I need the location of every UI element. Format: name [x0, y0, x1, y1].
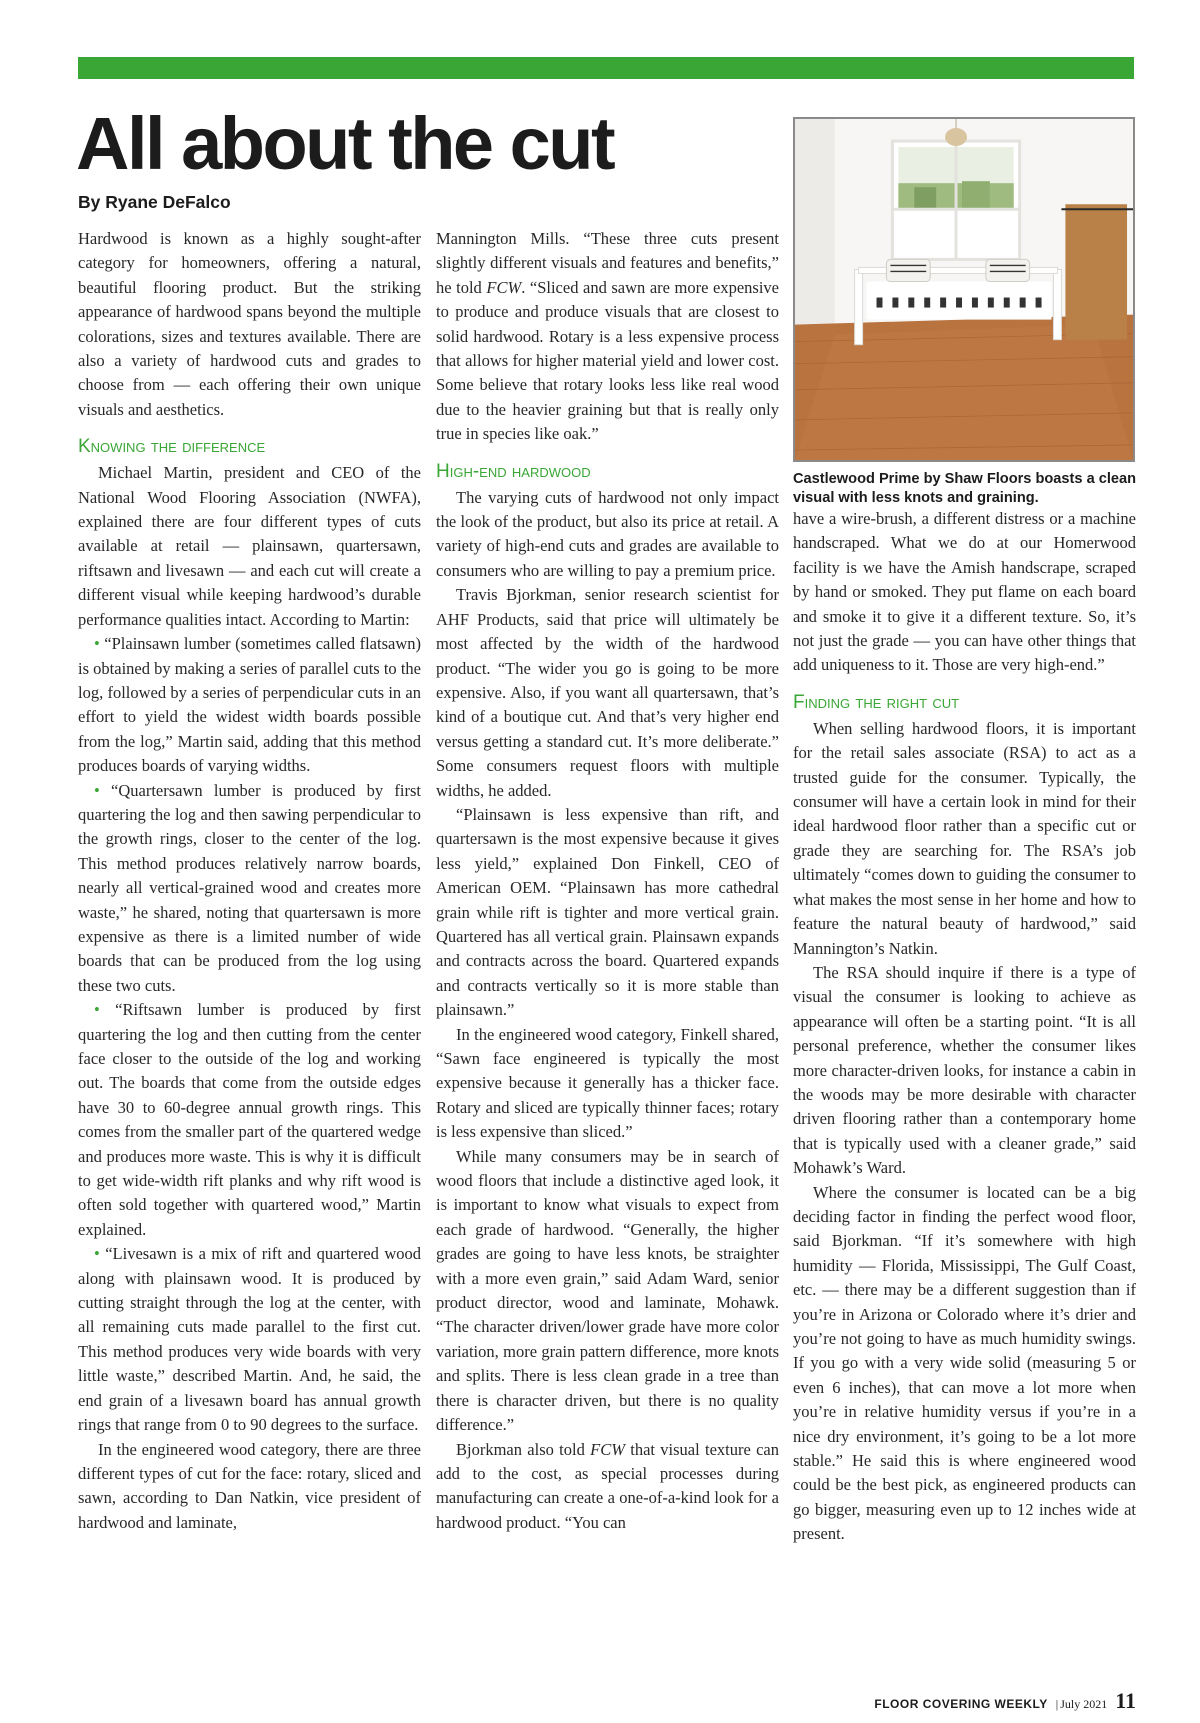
- paragraph: Where the consumer is located can be a big deciding factor in finding the perfect wood floor, said Bjorkman. “If it’s somewhere with high humidity — Florida, Mississippi, The Gulf Coast, etc. — there may be a different suggestion than if you’re in Arizona or Colorado where it’s drier and you’re not going to have as much humidity swings. If you go with a very wide solid (measuring 5 or even 6 inches), that can move a lot more when you’re in relative humidity versus if you’re in a nice dry environment, it’s going to be a lot more stable.” He said this is where engineered wood could be the best pick, as engineered products can go bigger, measuring even up to 12 inches wide at present.: [793, 1182, 1136, 1544]
- paragraph: Michael Martin, president and CEO of the National Wood Flooring Association (NWFA), explained there are four different types of cuts available at retail — plainsawn, quartersawn, riftsawn and livesawn — and each cut will create a different visual while keeping hardwood’s durable performance qualities intact. According to Martin:: [78, 463, 421, 629]
- article-column-3: [793, 507, 1136, 1662]
- paragraph: In the engineered wood category, there are three different types of cut for the face: rotary, sliced and sawn, according to Dan Natkin, vice president of hardwood and laminate,: [78, 1439, 421, 1532]
- paragraph: have a wire-brush, a different distress or a machine handscraped. What we do at our Homerwood facility is we have the Amish handscrape, scraped by hand or smoked. They put flame on each board and smoke it to give it a different texture. So, it’s not just the grade — you can have other things that add uniqueness to it. Those are very high-end.”: [793, 509, 1136, 675]
- header-accent-bar: [78, 57, 1134, 79]
- footer-separator: |: [1055, 1697, 1059, 1711]
- bullet-paragraph: • “Plainsawn lumber (sometimes called flatsawn) is obtained by making a series of parallel cuts to the log, followed by a series of perpendicular cuts in an effort to yield the widest width boards possible from the log,” Martin said, adding that this method produces boards of varying widths.: [78, 632, 421, 778]
- bullet-paragraph: • “Livesawn is a mix of rift and quartered wood along with plainsawn wood. It is produced by cutting straight through the log at the center, with all remaining cuts made parallel to the first cut. This method produces very wide boards with very little waste,” described Martin. And, he said, the end grain of a livesawn board has annual growth rings that range from 0 to 90 degrees to the surface.: [78, 1242, 421, 1437]
- article-byline: By Ryane DeFalco: [78, 192, 231, 212]
- paragraph: The varying cuts of hardwood not only impact the look of the product, but also its price at retail. A variety of high-end cuts and grades are available to consumers who are willing to pay a premium price.: [436, 487, 779, 580]
- section-heading: Finding the right cut: [793, 691, 960, 713]
- paragraph: “Plainsawn is less expensive than rift, and quartersawn is the most expensive because it gives less yield,” explained Don Finkell, CEO of American OEM. “Plainsawn has more cathedral grain while rift is tighter and more vertical grain. Quartered has all vertical grain. Plainsawn expands and contracts across the board. Quartered expands and contracts vertically so it is more stable than plainsawn.”: [436, 804, 779, 1020]
- paragraph: When selling hardwood floors, it is important for the retail sales associate (RSA) to act as a trusted guide for the consumer. Typically, the consumer will have a certain look in mind for their ideal hardwood floor rather than a specific cut or grade they are searching for. The RSA’s job ultimately “comes down to guiding the consumer to what makes the most sense in her home and how to feature the natural beauty of hardwood,” said Mannington’s Natkin.: [793, 718, 1136, 958]
- photo-illustration: [795, 119, 1133, 460]
- paragraph: The RSA should inquire if there is a type of visual the consumer is looking to achieve as appearance will often be a starting point. “It is all personal preference, whether the consumer likes more character-driven looks, for instance a cabin in the woods may be more desirable with character driven flooring rather than a contemporary home that is typically used with a cleaner grade,” said Mohawk’s Ward.: [793, 962, 1136, 1178]
- issue-date: July 2021: [1060, 1697, 1108, 1711]
- paragraph: While many consumers may be in search of wood floors that include a distinctive aged look, it is important to know what visuals to expect from each grade of hardwood. “Generally, the higher grades are going to have less knots, be straighter with a more even grain,” said Adam Ward, senior product director, wood and laminate, Mohawk. “The character driven/lower grade have more color variation, more grain pattern difference, more knots and splits. There is less clean grade in a tree than there is character driven, but there is no quality difference.”: [436, 1146, 779, 1435]
- bedroom-floor-photo: [793, 117, 1135, 462]
- bullet-paragraph: • “Riftsawn lumber is produced by first quartering the log and then cutting from the center face closer to the outside of the log and working out. The boards that come from the outside edges have 30 to 60-degree annual growth rings. This comes from the smaller part of the quartered wedge and produces more waste. This is why it is difficult to get wide-width rift planks and why rift wood is often sold together with quartered wood,” Martin explained.: [78, 998, 421, 1242]
- page-footer: [858, 1688, 1136, 1716]
- paragraph: Hardwood is known as a highly sought-after category for homeowners, offering a natural, beautiful flooring product. But the striking appearance of hardwood spans beyond the multiple colorations, sizes and textures available. There are also a variety of hardwood cuts and grades to choose from — each offering their own unique visuals and aesthetics.: [78, 229, 421, 419]
- article-column-2: [436, 227, 779, 1647]
- photo-caption: Castlewood Prime by Shaw Floors boasts a clean visual with less knots and graining.: [793, 471, 1137, 506]
- paragraph: Bjorkman also told FCW that visual texture can add to the cost, as special processes during manufacturing can create a one-of-a-kind look for a hardwood product. “You can: [436, 1439, 779, 1532]
- paragraph: Travis Bjorkman, senior research scientist for AHF Products, said that price will ultimately be most affected by the width of the hardwood product. “The wider you go is going to be more expensive. Also, if you want all quartersawn, that’s kind of a boutique cut. And that’s very higher end versus getting a standard cut. It’s more deliberate.” Some consumers request floors with multiple widths, he added.: [436, 585, 779, 800]
- bullet-paragraph: • “Quartersawn lumber is produced by first quartering the log and then sawing perpendicular to the growth rings, closer to the center of the log. This method produces relatively narrow boards, nearly all vertical-grained wood and creates more waste,” he shared, noting that quartersawn is more expensive as there is a limited number of wide boards that can be produced from the log using these two cuts.: [78, 779, 421, 999]
- paragraph: Mannington Mills. “These three cuts present slightly different visuals and features and benefits,” he told FCW. “Sliced and sawn are more expensive to produce and produce visuals that are closest to solid hardwood. Rotary is a less expensive process that allows for higher material yield and lower cost. Some believe that rotary looks less like real wood due to the heavier graining but that is really only true in species like oak.”: [436, 229, 779, 444]
- article-column-1: [78, 227, 421, 1647]
- paragraph: In the engineered wood category, Finkell shared, “Sawn face engineered is typically the most expensive because it generally has a thicker face. Rotary and sliced are typically thinner faces; rotary is less expensive than sliced.”: [436, 1024, 779, 1142]
- page-number: 11: [1115, 1688, 1136, 1713]
- section-heading: Knowing the difference: [78, 436, 266, 458]
- publication-name: FLOOR COVERING WEEKLY: [874, 1697, 1048, 1711]
- article-title: All about the cut: [76, 102, 614, 185]
- section-heading: High-end hardwood: [436, 460, 591, 482]
